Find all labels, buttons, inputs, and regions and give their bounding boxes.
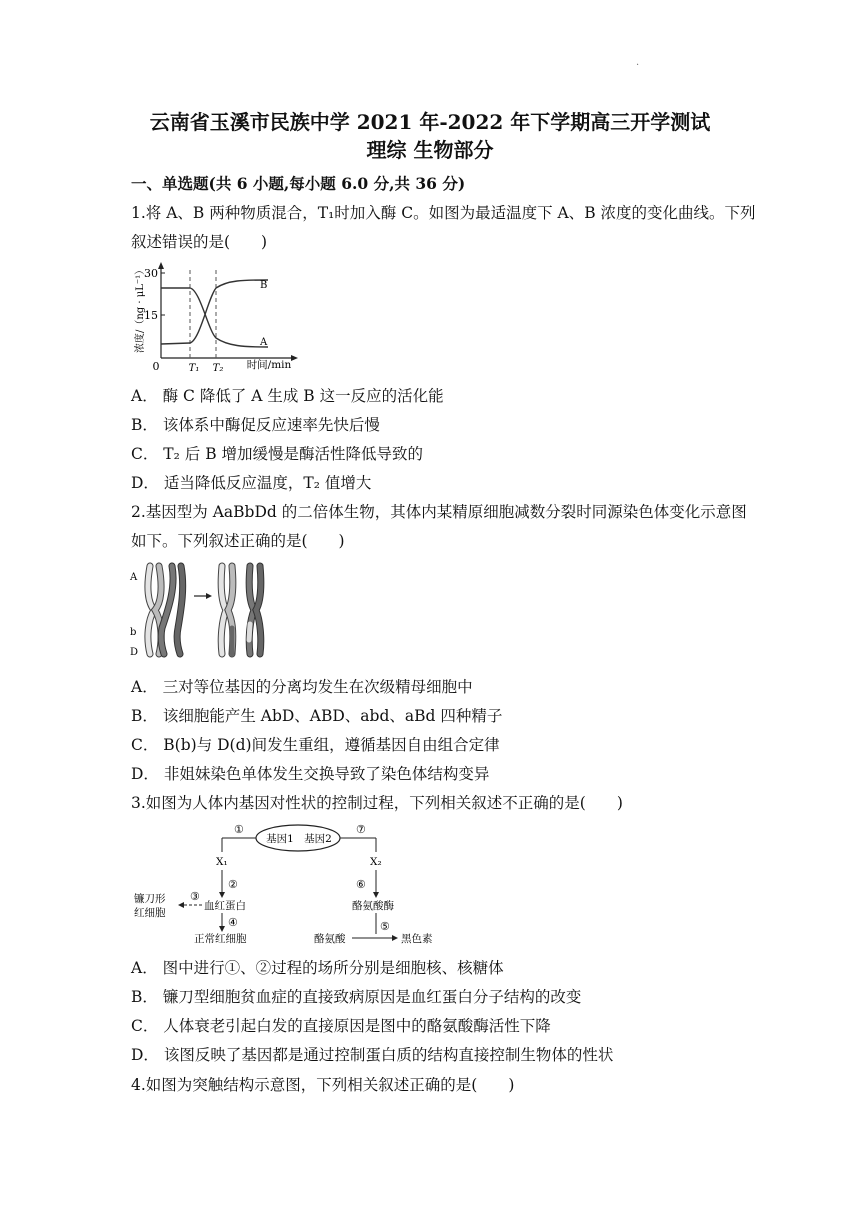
fig3-step6: ⑥ <box>356 878 366 891</box>
document-subtitle: 理综 生物部分 <box>366 138 494 162</box>
corner-mark: · <box>636 60 640 71</box>
fig3-step3: ③ <box>190 890 200 903</box>
figure-3-gene-control-diagram <box>130 818 460 946</box>
figure-1-concentration-chart <box>128 258 308 374</box>
fig3-step5: ⑤ <box>380 920 390 933</box>
question-1-option-b: B． 该体系中酶促反应速率先快后慢 <box>131 416 380 434</box>
fig1-ytick-15: 15 <box>144 309 158 322</box>
question-1-option-d: D． 适当降低反应温度，T₂ 值增大 <box>131 474 372 492</box>
question-3-option-a: A． 图中进行①、②过程的场所分别是细胞核、核糖体 <box>131 959 504 977</box>
fig1-label-a: A <box>260 337 268 348</box>
figure-2-chromosome-diagram <box>128 558 278 662</box>
fig3-x1: X₁ <box>216 856 228 868</box>
fig3-gene2: 基因2 <box>304 833 332 845</box>
fig2-label-a: A <box>130 572 138 583</box>
fig3-normal-rbc: 正常红细胞 <box>194 933 247 945</box>
fig3-hemoglobin: 血红蛋白 <box>204 900 246 912</box>
section-heading: 一、单选题(共 6 小题,每小题 6.0 分,共 36 分) <box>131 174 466 193</box>
question-2-stem-cont: 如下。下列叙述正确的是( ) <box>131 532 345 550</box>
fig1-origin: 0 <box>152 360 160 373</box>
question-1-stem: 1.将 A、B 两种物质混合，T₁时加入酶 C。如图为最适温度下 A、B 浓度的变化曲线。下列 <box>131 204 756 222</box>
question-1-stem-cont: 叙述错误的是( ) <box>131 233 268 251</box>
question-1-option-a: A． 酶 C 降低了 A 生成 B 这一反应的活化能 <box>131 387 444 405</box>
fig3-tyrosine: 酪氨酸 <box>314 933 346 945</box>
question-3-stem: 3.如图为人体内基因对性状的控制过程，下列相关叙述不正确的是( ) <box>131 794 623 812</box>
fig2-label-d: D <box>130 647 139 658</box>
question-3-option-d: D． 该图反映了基因都是通过控制蛋白质的结构直接控制生物体的性状 <box>131 1046 614 1064</box>
question-2-option-c: C． B(b)与 D(d)间发生重组，遵循基因自由组合定律 <box>131 736 500 754</box>
fig2-label-b: b <box>130 627 137 638</box>
question-3-option-b: B． 镰刀型细胞贫血症的直接致病原因是血红蛋白分子结构的改变 <box>131 988 582 1006</box>
question-3-option-c: C． 人体衰老引起白发的直接原因是图中的酪氨酸酶活性下降 <box>131 1017 551 1035</box>
question-4-stem: 4.如图为突触结构示意图，下列相关叙述正确的是( ) <box>131 1076 515 1094</box>
fig1-ytick-30: 30 <box>144 267 158 280</box>
fig1-xtick-t1: T₁ <box>188 363 200 374</box>
question-2-option-d: D． 非姐妹染色单体发生交换导致了染色体结构变异 <box>131 765 490 783</box>
fig3-gene1: 基因1 <box>266 833 294 845</box>
fig1-xtick-t2: T₂ <box>212 363 224 374</box>
question-2-stem: 2.基因型为 AaBbDd 的二倍体生物，其体内某精原细胞减数分裂时同源染色体变化示意图 <box>131 503 747 521</box>
fig1-ylabel: 浓度/（ng · μL⁻¹） <box>135 264 146 353</box>
fig1-xlabel: 时间/min <box>246 359 292 371</box>
document-title: 云南省玉溪市民族中学 2021 年-2022 年下学期高三开学测试 <box>149 110 711 134</box>
fig3-tyrosinase: 酪氨酸酶 <box>352 900 394 912</box>
fig3-step7: ⑦ <box>356 823 366 836</box>
fig3-x2: X₂ <box>370 856 382 868</box>
fig1-label-b: B <box>260 280 268 291</box>
fig3-step4: ④ <box>228 916 238 929</box>
question-2-option-a: A． 三对等位基因的分离均发生在次级精母细胞中 <box>131 678 473 696</box>
question-2-option-b: B． 该细胞能产生 AbD、ABD、abd、aBd 四种精子 <box>131 707 503 725</box>
fig3-step1: ① <box>234 823 244 836</box>
fig3-melanin: 黑色素 <box>401 933 433 945</box>
fig3-step2: ② <box>228 878 238 891</box>
fig3-sickle-line2: 红细胞 <box>134 907 166 919</box>
fig3-sickle-line1: 镰刀形 <box>134 893 166 905</box>
question-1-option-c: C． T₂ 后 B 增加缓慢是酶活性降低导致的 <box>131 445 424 463</box>
